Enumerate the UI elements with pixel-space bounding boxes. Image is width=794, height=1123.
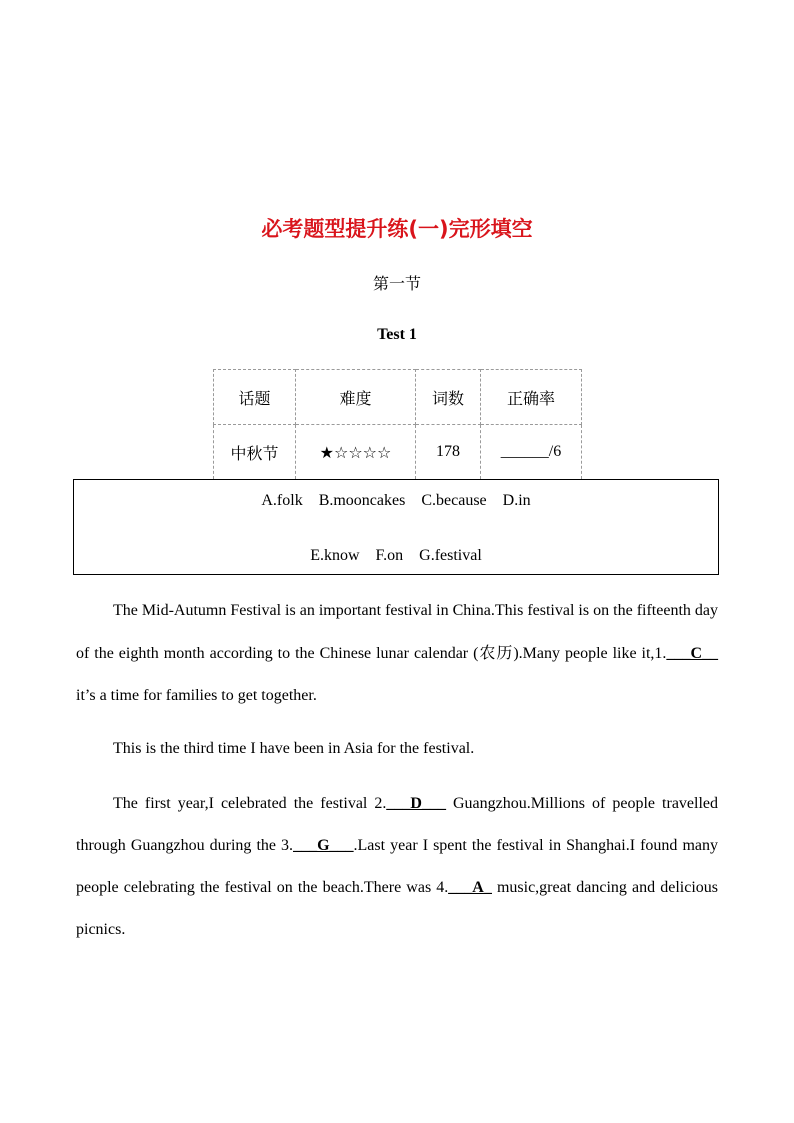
text: it’s a time for families to get together.	[76, 687, 317, 704]
table-row	[214, 425, 582, 480]
page-title: 必考题型提升练(一)完形填空	[261, 217, 533, 241]
text-chinese: 农历	[478, 643, 514, 662]
paragraph-1	[76, 590, 718, 717]
word-bank-box	[73, 479, 719, 575]
info-table	[213, 369, 582, 479]
word-bank-row-2: E.know F.on G.festival	[310, 547, 482, 564]
text: The Mid-Autumn Festival is an important festival in China.This festival is on the fifteenth day of the eighth month according to the Chinese lunar calendar (	[76, 602, 718, 662]
blank-4-answer: ___A_	[448, 879, 492, 896]
text: ).Many people like it,1.	[513, 645, 667, 662]
text: This is the third time I have been in Asia for the festival.	[113, 740, 475, 757]
value-difficulty-stars: ★☆☆☆☆	[296, 425, 416, 480]
paragraph-3	[76, 783, 718, 951]
blank-1-answer: ___C__	[666, 645, 718, 662]
blank-2-answer: ___D___	[386, 795, 446, 812]
text: .Last year I spent the festival in Shanghai.I found many people celebrating the festival on the beach.There was 4.	[76, 837, 718, 896]
header-topic: 话题	[214, 370, 296, 425]
paragraph-2	[76, 728, 718, 770]
table-row	[214, 370, 582, 425]
blank-3-answer: ___G___	[293, 837, 354, 854]
text: The first year,I celebrated the festival 2.	[113, 795, 387, 812]
section-heading: 第一节	[372, 274, 421, 293]
text: Guangzhou.Millions of people travelled through Guangzhou during the 3.	[76, 795, 719, 854]
value-topic: 中秋节	[214, 425, 296, 480]
header-word-count: 词数	[416, 370, 481, 425]
header-difficulty: 难度	[296, 370, 416, 425]
text: music,great dancing and delicious picnics.	[76, 879, 718, 938]
test-heading: Test 1	[377, 326, 417, 343]
value-word-count: 178	[416, 425, 481, 480]
word-bank-row-1: A.folk B.mooncakes C.because D.in	[261, 492, 531, 509]
header-accuracy: 正确率	[481, 370, 582, 425]
value-accuracy: ______/6	[481, 425, 582, 480]
